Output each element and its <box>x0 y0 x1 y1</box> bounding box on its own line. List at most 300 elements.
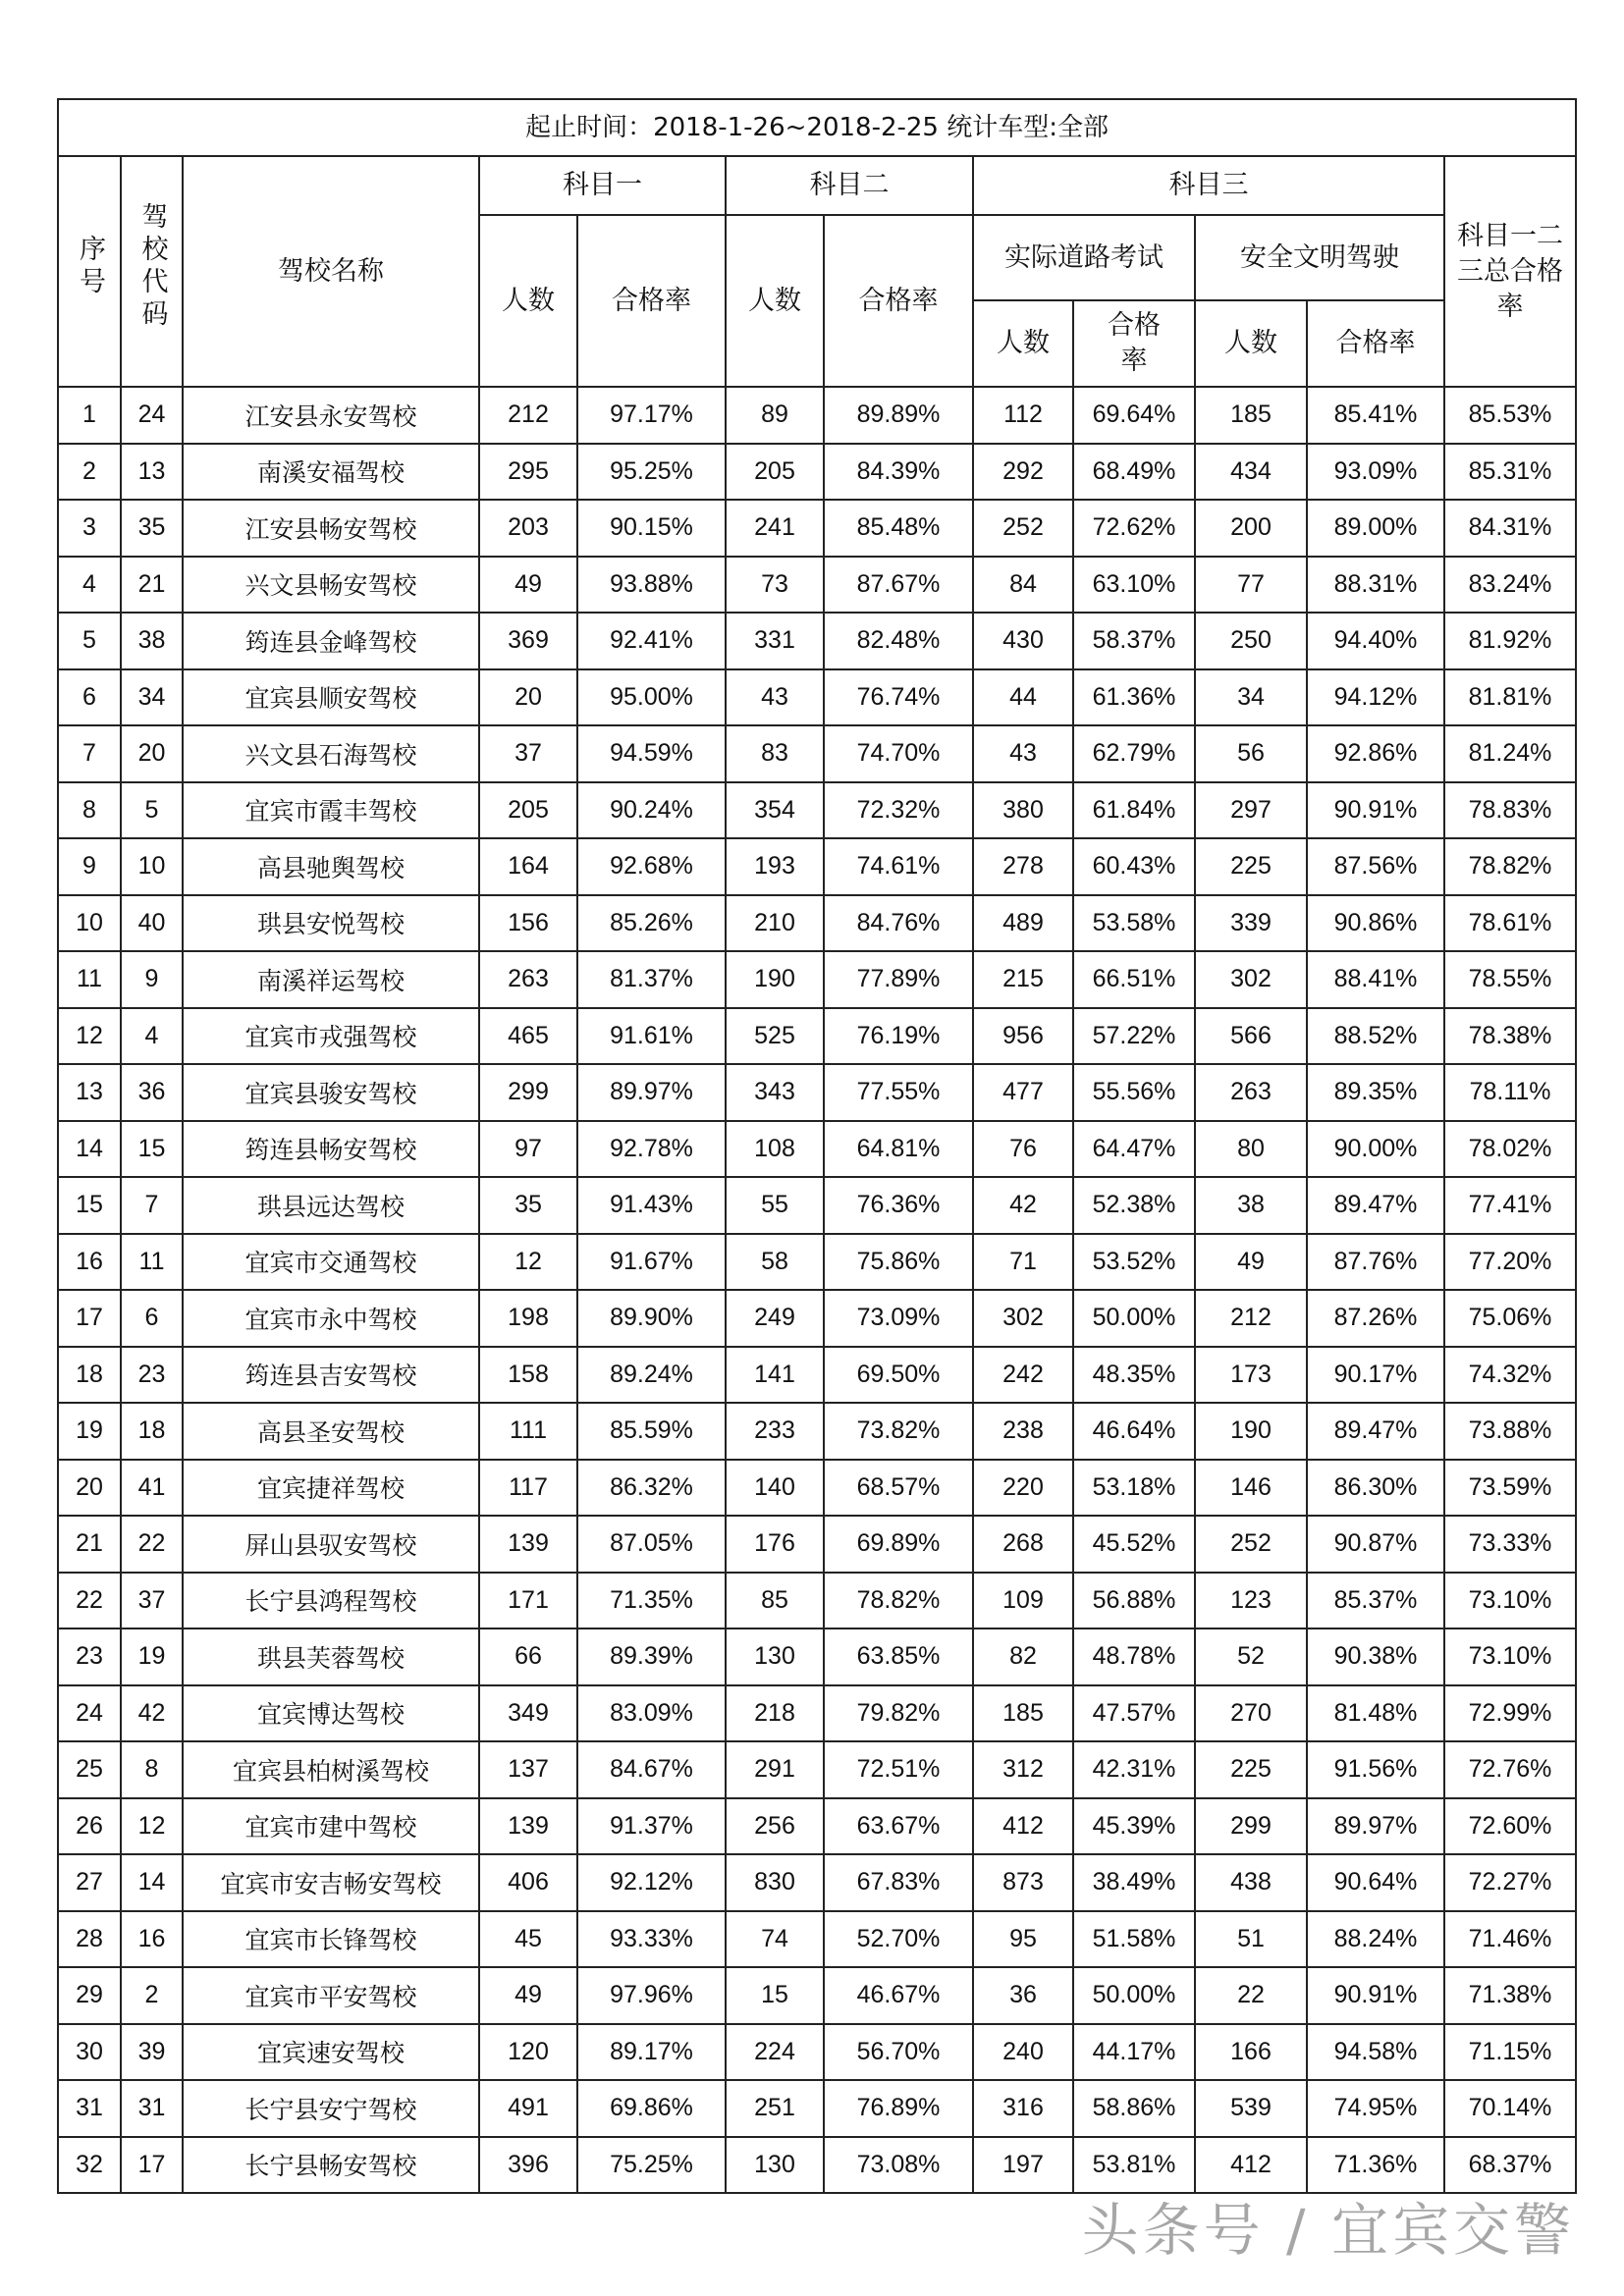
cell-seq: 16 <box>58 1234 121 1291</box>
table-row <box>58 669 1576 726</box>
cell-seq: 13 <box>58 1064 121 1121</box>
cell-total-rate: 78.02% <box>1444 1121 1576 1178</box>
cell-road-count: 873 <box>973 1854 1073 1911</box>
cell-s1-rate: 89.24% <box>577 1347 726 1404</box>
cell-road-count: 430 <box>973 613 1073 669</box>
cell-safe-rate: 87.26% <box>1307 1290 1444 1347</box>
cell-s2-rate: 78.82% <box>824 1573 973 1629</box>
cell-name: 宜宾市安吉畅安驾校 <box>183 1854 479 1911</box>
cell-s2-rate: 63.67% <box>824 1798 973 1855</box>
cell-safe-rate: 92.86% <box>1307 725 1444 782</box>
cell-road-count: 477 <box>973 1064 1073 1121</box>
cell-code: 18 <box>121 1403 183 1460</box>
cell-road-count: 95 <box>973 1911 1073 1968</box>
cell-road-rate: 51.58% <box>1073 1911 1195 1968</box>
header-safe-rate: 合格率 <box>1307 300 1444 387</box>
cell-total-rate: 78.61% <box>1444 895 1576 952</box>
cell-road-rate: 61.36% <box>1073 669 1195 726</box>
cell-name: 高县驰舆驾校 <box>183 838 479 895</box>
cell-s1-rate: 94.59% <box>577 725 726 782</box>
cell-total-rate: 73.33% <box>1444 1516 1576 1573</box>
cell-safe-rate: 90.91% <box>1307 1967 1444 2024</box>
cell-s2-count: 89 <box>726 387 824 444</box>
cell-safe-rate: 93.09% <box>1307 444 1444 501</box>
cell-safe-count: 438 <box>1195 1854 1307 1911</box>
cell-safe-count: 190 <box>1195 1403 1307 1460</box>
cell-road-count: 215 <box>973 951 1073 1008</box>
cell-name: 南溪祥运驾校 <box>183 951 479 1008</box>
cell-total-rate: 72.60% <box>1444 1798 1576 1855</box>
cell-s2-rate: 74.61% <box>824 838 973 895</box>
cell-s1-count: 20 <box>479 669 577 726</box>
cell-name: 宜宾县柏树溪驾校 <box>183 1741 479 1798</box>
table-row <box>58 1064 1576 1121</box>
cell-s2-rate: 74.70% <box>824 725 973 782</box>
cell-s1-rate: 92.41% <box>577 613 726 669</box>
cell-road-count: 489 <box>973 895 1073 952</box>
cell-road-count: 412 <box>973 1798 1073 1855</box>
cell-seq: 8 <box>58 782 121 839</box>
table-row <box>58 444 1576 501</box>
cell-s2-count: 190 <box>726 951 824 1008</box>
cell-s1-count: 263 <box>479 951 577 1008</box>
cell-name: 长宁县畅安驾校 <box>183 2137 479 2194</box>
cell-total-rate: 71.15% <box>1444 2024 1576 2081</box>
cell-safe-rate: 85.37% <box>1307 1573 1444 1629</box>
cell-s2-count: 241 <box>726 500 824 557</box>
cell-road-count: 380 <box>973 782 1073 839</box>
cell-s1-count: 295 <box>479 444 577 501</box>
cell-s1-count: 111 <box>479 1403 577 1460</box>
cell-road-rate: 57.22% <box>1073 1008 1195 1065</box>
cell-name: 珙县远达驾校 <box>183 1177 479 1234</box>
cell-s2-rate: 76.19% <box>824 1008 973 1065</box>
header-road-count: 人数 <box>973 300 1073 387</box>
cell-s1-count: 205 <box>479 782 577 839</box>
cell-s1-count: 97 <box>479 1121 577 1178</box>
cell-s1-count: 45 <box>479 1911 577 1968</box>
cell-s2-count: 43 <box>726 669 824 726</box>
cell-total-rate: 73.59% <box>1444 1460 1576 1517</box>
cell-s2-count: 251 <box>726 2080 824 2137</box>
cell-safe-count: 539 <box>1195 2080 1307 2137</box>
cell-name: 宜宾市永中驾校 <box>183 1290 479 1347</box>
cell-safe-count: 34 <box>1195 669 1307 726</box>
cell-safe-count: 270 <box>1195 1685 1307 1742</box>
cell-s2-rate: 63.85% <box>824 1629 973 1685</box>
cell-name: 宜宾博达驾校 <box>183 1685 479 1742</box>
cell-total-rate: 84.31% <box>1444 500 1576 557</box>
cell-s1-count: 139 <box>479 1798 577 1855</box>
header-s2-rate: 合格率 <box>824 215 973 387</box>
cell-s1-rate: 97.96% <box>577 1967 726 2024</box>
header-seq: 序号 <box>58 156 121 387</box>
cell-name: 南溪安福驾校 <box>183 444 479 501</box>
cell-s1-rate: 95.00% <box>577 669 726 726</box>
cell-name: 筠连县畅安驾校 <box>183 1121 479 1178</box>
cell-seq: 9 <box>58 838 121 895</box>
cell-code: 40 <box>121 895 183 952</box>
cell-total-rate: 73.10% <box>1444 1629 1576 1685</box>
cell-code: 19 <box>121 1629 183 1685</box>
cell-name: 宜宾县骏安驾校 <box>183 1064 479 1121</box>
cell-road-count: 76 <box>973 1121 1073 1178</box>
cell-total-rate: 85.31% <box>1444 444 1576 501</box>
header-s1-count: 人数 <box>479 215 577 387</box>
cell-s2-count: 233 <box>726 1403 824 1460</box>
cell-total-rate: 78.11% <box>1444 1064 1576 1121</box>
cell-s2-count: 58 <box>726 1234 824 1291</box>
table-row <box>58 1685 1576 1742</box>
cell-seq: 21 <box>58 1516 121 1573</box>
cell-seq: 12 <box>58 1008 121 1065</box>
cell-name: 宜宾市建中驾校 <box>183 1798 479 1855</box>
cell-road-count: 220 <box>973 1460 1073 1517</box>
cell-name: 屏山县驭安驾校 <box>183 1516 479 1573</box>
cell-safe-rate: 90.86% <box>1307 895 1444 952</box>
cell-s1-rate: 85.26% <box>577 895 726 952</box>
cell-name: 宜宾市平安驾校 <box>183 1967 479 2024</box>
cell-road-rate: 45.39% <box>1073 1798 1195 1855</box>
cell-road-rate: 45.52% <box>1073 1516 1195 1573</box>
cell-s1-rate: 89.90% <box>577 1290 726 1347</box>
cell-code: 12 <box>121 1798 183 1855</box>
cell-total-rate: 78.82% <box>1444 838 1576 895</box>
cell-s2-count: 210 <box>726 895 824 952</box>
header-subject2: 科目二 <box>726 156 973 215</box>
cell-name: 宜宾市长锋驾校 <box>183 1911 479 1968</box>
cell-s1-rate: 75.25% <box>577 2137 726 2194</box>
cell-road-rate: 62.79% <box>1073 725 1195 782</box>
cell-s2-rate: 64.81% <box>824 1121 973 1178</box>
cell-s1-rate: 92.78% <box>577 1121 726 1178</box>
cell-road-rate: 55.56% <box>1073 1064 1195 1121</box>
cell-code: 5 <box>121 782 183 839</box>
cell-name: 筠连县金峰驾校 <box>183 613 479 669</box>
cell-total-rate: 78.55% <box>1444 951 1576 1008</box>
cell-road-count: 44 <box>973 669 1073 726</box>
cell-total-rate: 77.20% <box>1444 1234 1576 1291</box>
cell-s1-rate: 91.67% <box>577 1234 726 1291</box>
cell-total-rate: 73.88% <box>1444 1403 1576 1460</box>
cell-safe-count: 200 <box>1195 500 1307 557</box>
cell-total-rate: 71.38% <box>1444 1967 1576 2024</box>
cell-s1-rate: 90.15% <box>577 500 726 557</box>
table-row <box>58 1798 1576 1855</box>
cell-seq: 17 <box>58 1290 121 1347</box>
cell-s2-count: 193 <box>726 838 824 895</box>
cell-s2-count: 141 <box>726 1347 824 1404</box>
cell-name: 宜宾市戎强驾校 <box>183 1008 479 1065</box>
cell-s2-count: 343 <box>726 1064 824 1121</box>
header-code: 驾校代码 <box>121 156 183 387</box>
cell-safe-rate: 90.38% <box>1307 1629 1444 1685</box>
cell-safe-count: 80 <box>1195 1121 1307 1178</box>
cell-safe-rate: 87.56% <box>1307 838 1444 895</box>
cell-safe-count: 56 <box>1195 725 1307 782</box>
cell-road-rate: 53.81% <box>1073 2137 1195 2194</box>
cell-seq: 6 <box>58 669 121 726</box>
cell-road-rate: 48.35% <box>1073 1347 1195 1404</box>
cell-total-rate: 77.41% <box>1444 1177 1576 1234</box>
cell-road-count: 82 <box>973 1629 1073 1685</box>
cell-s2-rate: 73.09% <box>824 1290 973 1347</box>
cell-safe-rate: 85.41% <box>1307 387 1444 444</box>
cell-code: 6 <box>121 1290 183 1347</box>
cell-safe-count: 77 <box>1195 557 1307 614</box>
cell-total-rate: 78.38% <box>1444 1008 1576 1065</box>
cell-road-count: 252 <box>973 500 1073 557</box>
cell-safe-count: 252 <box>1195 1516 1307 1573</box>
cell-road-rate: 46.64% <box>1073 1403 1195 1460</box>
cell-s2-count: 525 <box>726 1008 824 1065</box>
cell-safe-rate: 91.56% <box>1307 1741 1444 1798</box>
cell-safe-count: 146 <box>1195 1460 1307 1517</box>
cell-s1-count: 12 <box>479 1234 577 1291</box>
cell-s2-rate: 69.50% <box>824 1347 973 1404</box>
cell-road-count: 43 <box>973 725 1073 782</box>
cell-s2-rate: 72.32% <box>824 782 973 839</box>
cell-seq: 15 <box>58 1177 121 1234</box>
cell-seq: 25 <box>58 1741 121 1798</box>
cell-road-rate: 53.18% <box>1073 1460 1195 1517</box>
table-row <box>58 1573 1576 1629</box>
table-row <box>58 1234 1576 1291</box>
cell-code: 9 <box>121 951 183 1008</box>
cell-s2-rate: 69.89% <box>824 1516 973 1573</box>
table-row <box>58 725 1576 782</box>
cell-road-count: 109 <box>973 1573 1073 1629</box>
table-row <box>58 1121 1576 1178</box>
cell-safe-rate: 89.97% <box>1307 1798 1444 1855</box>
cell-s1-count: 37 <box>479 725 577 782</box>
cell-s2-rate: 56.70% <box>824 2024 973 2081</box>
cell-seq: 19 <box>58 1403 121 1460</box>
cell-safe-rate: 94.40% <box>1307 613 1444 669</box>
cell-safe-rate: 74.95% <box>1307 2080 1444 2137</box>
cell-s1-rate: 89.39% <box>577 1629 726 1685</box>
cell-s2-count: 291 <box>726 1741 824 1798</box>
cell-code: 34 <box>121 669 183 726</box>
cell-safe-count: 263 <box>1195 1064 1307 1121</box>
cell-road-rate: 58.86% <box>1073 2080 1195 2137</box>
table-row <box>58 387 1576 444</box>
cell-name: 兴文县石海驾校 <box>183 725 479 782</box>
header-road-rate: 合格率 <box>1073 300 1195 387</box>
table-title: 起止时间：2018-1-26~2018-2-25 统计车型:全部 <box>58 99 1576 156</box>
table-row <box>58 1460 1576 1517</box>
cell-s1-rate: 89.17% <box>577 2024 726 2081</box>
cell-total-rate: 71.46% <box>1444 1911 1576 1968</box>
cell-s2-rate: 84.39% <box>824 444 973 501</box>
table-row <box>58 782 1576 839</box>
cell-s1-count: 203 <box>479 500 577 557</box>
cell-road-rate: 53.52% <box>1073 1234 1195 1291</box>
cell-name: 宜宾市霞丰驾校 <box>183 782 479 839</box>
cell-s1-count: 369 <box>479 613 577 669</box>
cell-road-rate: 72.62% <box>1073 500 1195 557</box>
cell-total-rate: 73.10% <box>1444 1573 1576 1629</box>
cell-s1-rate: 69.86% <box>577 2080 726 2137</box>
table-row <box>58 2024 1576 2081</box>
cell-s1-rate: 91.61% <box>577 1008 726 1065</box>
cell-name: 兴文县畅安驾校 <box>183 557 479 614</box>
cell-s1-rate: 97.17% <box>577 387 726 444</box>
cell-road-rate: 63.10% <box>1073 557 1195 614</box>
cell-code: 7 <box>121 1177 183 1234</box>
cell-s1-count: 49 <box>479 1967 577 2024</box>
cell-s1-rate: 92.12% <box>577 1854 726 1911</box>
cell-s2-count: 331 <box>726 613 824 669</box>
cell-seq: 22 <box>58 1573 121 1629</box>
cell-safe-count: 412 <box>1195 2137 1307 2194</box>
cell-total-rate: 81.81% <box>1444 669 1576 726</box>
cell-s1-count: 66 <box>479 1629 577 1685</box>
table-row <box>58 895 1576 952</box>
cell-s2-count: 15 <box>726 1967 824 2024</box>
header-name: 驾校名称 <box>183 156 479 387</box>
cell-s2-rate: 79.82% <box>824 1685 973 1742</box>
table-row <box>58 613 1576 669</box>
cell-name: 宜宾速安驾校 <box>183 2024 479 2081</box>
cell-s2-count: 354 <box>726 782 824 839</box>
header-s2-count: 人数 <box>726 215 824 387</box>
cell-code: 13 <box>121 444 183 501</box>
cell-safe-rate: 89.47% <box>1307 1177 1444 1234</box>
cell-seq: 5 <box>58 613 121 669</box>
cell-s1-count: 171 <box>479 1573 577 1629</box>
cell-road-count: 240 <box>973 2024 1073 2081</box>
cell-seq: 30 <box>58 2024 121 2081</box>
cell-s1-rate: 86.32% <box>577 1460 726 1517</box>
cell-safe-rate: 90.87% <box>1307 1516 1444 1573</box>
cell-s1-rate: 87.05% <box>577 1516 726 1573</box>
cell-s2-rate: 68.57% <box>824 1460 973 1517</box>
cell-road-rate: 50.00% <box>1073 1290 1195 1347</box>
cell-s2-rate: 75.86% <box>824 1234 973 1291</box>
cell-s2-count: 830 <box>726 1854 824 1911</box>
cell-safe-count: 52 <box>1195 1629 1307 1685</box>
cell-s1-count: 212 <box>479 387 577 444</box>
cell-s2-rate: 67.83% <box>824 1854 973 1911</box>
cell-s2-rate: 46.67% <box>824 1967 973 2024</box>
cell-safe-count: 38 <box>1195 1177 1307 1234</box>
cell-s2-count: 83 <box>726 725 824 782</box>
cell-s2-count: 176 <box>726 1516 824 1573</box>
cell-safe-count: 297 <box>1195 782 1307 839</box>
cell-road-rate: 53.58% <box>1073 895 1195 952</box>
table-row <box>58 1516 1576 1573</box>
cell-total-rate: 81.92% <box>1444 613 1576 669</box>
cell-road-count: 185 <box>973 1685 1073 1742</box>
cell-name: 珙县安悦驾校 <box>183 895 479 952</box>
table-row <box>58 1967 1576 2024</box>
cell-code: 42 <box>121 1685 183 1742</box>
cell-road-rate: 38.49% <box>1073 1854 1195 1911</box>
cell-s1-rate: 89.97% <box>577 1064 726 1121</box>
cell-s1-count: 139 <box>479 1516 577 1573</box>
cell-code: 17 <box>121 2137 183 2194</box>
cell-safe-rate: 94.12% <box>1307 669 1444 726</box>
cell-road-count: 84 <box>973 557 1073 614</box>
cell-code: 23 <box>121 1347 183 1404</box>
cell-seq: 31 <box>58 2080 121 2137</box>
cell-safe-rate: 89.35% <box>1307 1064 1444 1121</box>
cell-safe-rate: 90.00% <box>1307 1121 1444 1178</box>
cell-name: 筠连县吉安驾校 <box>183 1347 479 1404</box>
cell-s2-count: 55 <box>726 1177 824 1234</box>
cell-road-count: 302 <box>973 1290 1073 1347</box>
cell-s2-count: 74 <box>726 1911 824 1968</box>
table-row <box>58 1741 1576 1798</box>
cell-safe-count: 212 <box>1195 1290 1307 1347</box>
cell-s2-count: 108 <box>726 1121 824 1178</box>
cell-code: 36 <box>121 1064 183 1121</box>
cell-safe-count: 49 <box>1195 1234 1307 1291</box>
cell-s1-rate: 81.37% <box>577 951 726 1008</box>
cell-road-rate: 44.17% <box>1073 2024 1195 2081</box>
cell-safe-rate: 81.48% <box>1307 1685 1444 1742</box>
table-row <box>58 1911 1576 1968</box>
cell-s1-count: 35 <box>479 1177 577 1234</box>
cell-safe-rate: 89.47% <box>1307 1403 1444 1460</box>
cell-total-rate: 81.24% <box>1444 725 1576 782</box>
cell-safe-count: 185 <box>1195 387 1307 444</box>
cell-total-rate: 68.37% <box>1444 2137 1576 2194</box>
cell-s2-rate: 73.08% <box>824 2137 973 2194</box>
cell-s1-count: 158 <box>479 1347 577 1404</box>
cell-seq: 11 <box>58 951 121 1008</box>
cell-s1-count: 465 <box>479 1008 577 1065</box>
cell-road-count: 36 <box>973 1967 1073 2024</box>
cell-road-rate: 64.47% <box>1073 1121 1195 1178</box>
cell-s1-count: 120 <box>479 2024 577 2081</box>
cell-seq: 32 <box>58 2137 121 2194</box>
cell-name: 宜宾捷祥驾校 <box>183 1460 479 1517</box>
cell-road-count: 292 <box>973 444 1073 501</box>
cell-s2-count: 218 <box>726 1685 824 1742</box>
cell-name: 江安县畅安驾校 <box>183 500 479 557</box>
cell-s2-count: 224 <box>726 2024 824 2081</box>
cell-s1-rate: 92.68% <box>577 838 726 895</box>
cell-s1-count: 406 <box>479 1854 577 1911</box>
cell-road-count: 316 <box>973 2080 1073 2137</box>
cell-road-count: 278 <box>973 838 1073 895</box>
cell-s1-rate: 90.24% <box>577 782 726 839</box>
cell-safe-count: 434 <box>1195 444 1307 501</box>
cell-seq: 10 <box>58 895 121 952</box>
cell-seq: 28 <box>58 1911 121 1968</box>
cell-safe-count: 566 <box>1195 1008 1307 1065</box>
cell-safe-count: 339 <box>1195 895 1307 952</box>
cell-s2-rate: 82.48% <box>824 613 973 669</box>
cell-total-rate: 72.76% <box>1444 1741 1576 1798</box>
cell-code: 20 <box>121 725 183 782</box>
cell-seq: 18 <box>58 1347 121 1404</box>
cell-s1-count: 137 <box>479 1741 577 1798</box>
cell-seq: 1 <box>58 387 121 444</box>
cell-name: 珙县芙蓉驾校 <box>183 1629 479 1685</box>
cell-code: 11 <box>121 1234 183 1291</box>
table-row <box>58 1177 1576 1234</box>
cell-road-rate: 61.84% <box>1073 782 1195 839</box>
table-row <box>58 951 1576 1008</box>
cell-safe-count: 123 <box>1195 1573 1307 1629</box>
cell-code: 21 <box>121 557 183 614</box>
cell-safe-rate: 90.17% <box>1307 1347 1444 1404</box>
cell-total-rate: 70.14% <box>1444 2080 1576 2137</box>
cell-road-count: 238 <box>973 1403 1073 1460</box>
